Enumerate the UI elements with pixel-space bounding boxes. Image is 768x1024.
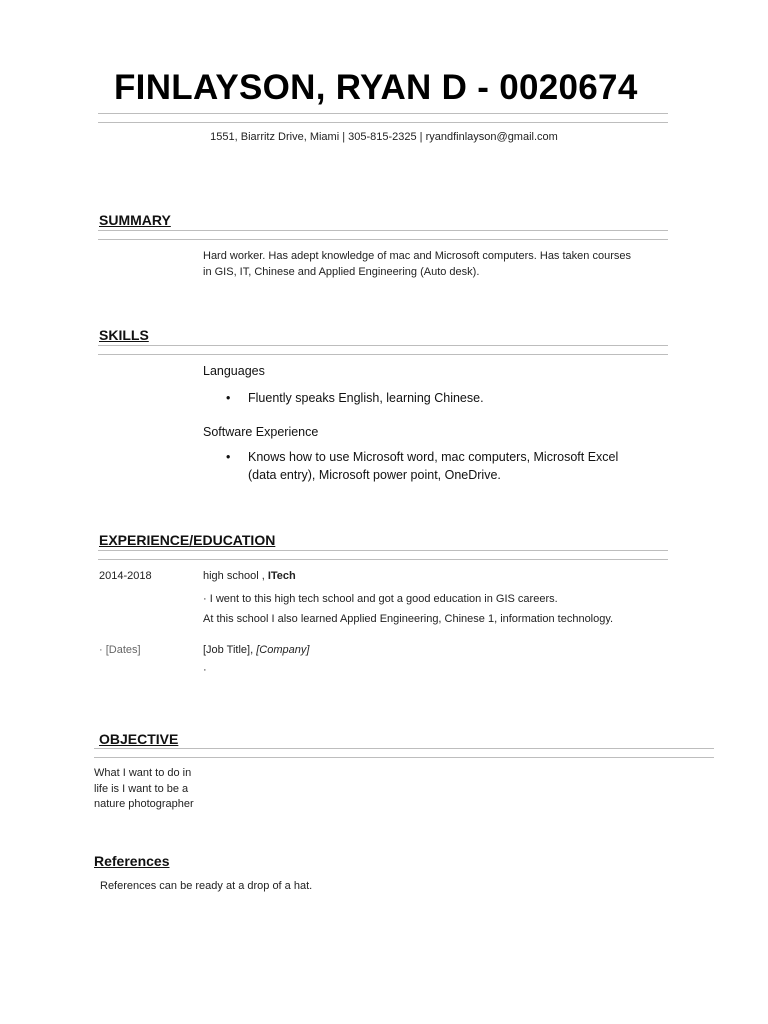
entry1-line-2: At this school I also learned Applied Engineering, Chinese 1, information technology. bbox=[203, 613, 614, 625]
entry2-title: [Job Title], bbox=[203, 644, 257, 656]
experience-rule-top bbox=[98, 550, 668, 551]
objective-heading: OBJECTIVE bbox=[99, 731, 179, 747]
entry1-heading bbox=[203, 569, 296, 585]
objective-line-3: nature photographer bbox=[94, 798, 194, 810]
software-item-line-2: (data entry), Microsoft power point, OneDrive. bbox=[248, 468, 501, 482]
skills-heading: SKILLS bbox=[99, 327, 149, 343]
entry2-line-1: · bbox=[203, 664, 207, 676]
objective-text bbox=[94, 766, 214, 813]
references-text: References can be ready at a drop of a hat. bbox=[100, 880, 313, 892]
summary-line-1: Hard worker. Has adept knowledge of mac and Microsoft computers. Has taken courses bbox=[203, 250, 631, 262]
skills-rule-bottom bbox=[98, 354, 668, 355]
entry1-title: high school , bbox=[203, 570, 268, 582]
languages-item-text: Fluently speaks English, learning Chinese. bbox=[248, 391, 484, 405]
software-label: Software Experience bbox=[203, 425, 319, 439]
entry2-company: [Company] bbox=[256, 644, 310, 656]
summary-rule-bottom bbox=[98, 239, 668, 240]
entry2-heading bbox=[203, 643, 309, 659]
contact-info: 1551, Biarritz Drive, Miami | 305-815-2325 | ryandfinlayson@gmail.com bbox=[210, 131, 558, 143]
entry1-line-1: · I went to this high tech school and got a good education in GIS careers. bbox=[203, 593, 558, 605]
software-item-line-1: Knows how to use Microsoft word, mac computers, Microsoft Excel bbox=[248, 450, 619, 464]
objective-line-2: life is I want to be a bbox=[94, 782, 189, 795]
software-item-text bbox=[248, 448, 648, 484]
summary-text bbox=[203, 249, 663, 280]
header-rule-bottom bbox=[98, 122, 668, 123]
resume-name: FINLAYSON, RYAN D - 0020674 bbox=[114, 68, 638, 107]
entry1-dates: 2014-2018 bbox=[99, 570, 152, 582]
experience-heading: EXPERIENCE/EDUCATION bbox=[99, 532, 276, 548]
entry1-company: ITech bbox=[267, 570, 296, 582]
objective-rule-top bbox=[94, 748, 714, 749]
references-heading: References bbox=[94, 853, 170, 869]
bullet-icon: • bbox=[226, 450, 231, 464]
summary-heading: SUMMARY bbox=[99, 212, 171, 228]
summary-line-2: in GIS, IT, Chinese and Applied Engineering (Auto desk). bbox=[203, 265, 480, 278]
experience-rule-bottom bbox=[98, 559, 668, 560]
entry2-dates: · [Dates] bbox=[99, 644, 141, 656]
header-rule-top bbox=[98, 113, 668, 114]
objective-line-1: What I want to do in bbox=[94, 767, 192, 779]
software-item bbox=[226, 448, 656, 484]
languages-item bbox=[226, 389, 656, 407]
languages-label: Languages bbox=[203, 364, 265, 378]
skills-rule-top bbox=[98, 345, 668, 346]
summary-rule-top bbox=[98, 230, 668, 231]
bullet-icon: • bbox=[226, 391, 231, 405]
objective-rule-bottom bbox=[94, 757, 714, 758]
